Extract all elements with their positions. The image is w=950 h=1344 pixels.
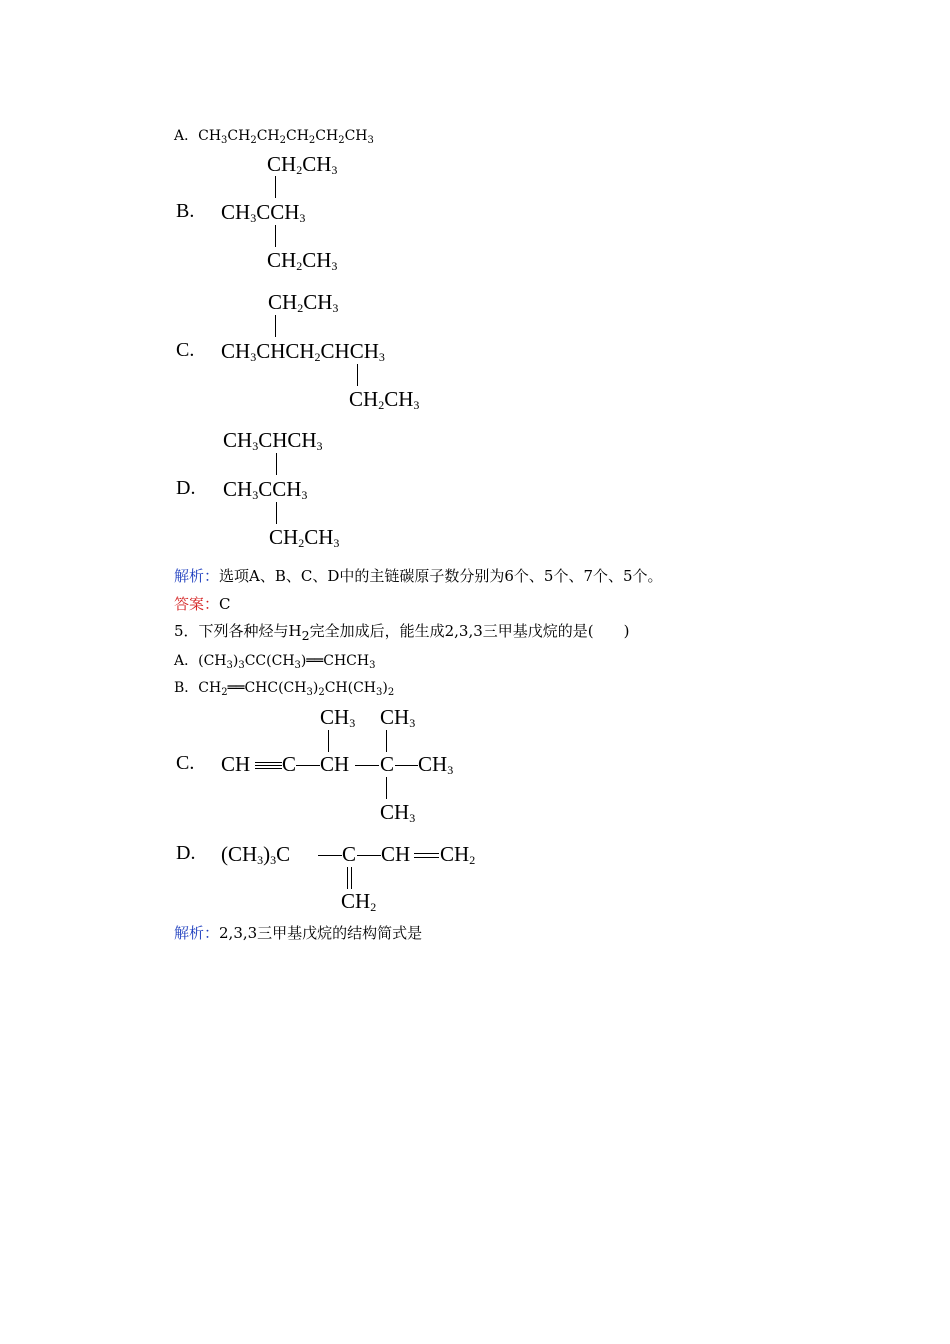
q5-option-c-bond-c [395,765,418,766]
q5-option-c-label: C. [176,752,195,774]
q4-option-a: A．$CH_3CH_2CH_2CH_2CH_2CH_3$ [174,128,374,146]
q5-option-d-double-bond-2 [414,857,439,858]
q5-option-d-vertical-double-bond-1 [347,867,348,889]
q5-option-d-group-1: $(CH_3)_3C$ [221,842,291,867]
q4-option-c-bond-down [357,364,358,386]
q5-option-b: B．$CH_2══CHC(CH_3)_2CH(CH_3)_2$ [174,680,395,698]
q4-option-d-top-group: $CH_3CHCH_3$ [223,428,323,453]
q4-option-c-bond-up [275,315,276,337]
q5-option-c-bond-up-1 [328,730,329,752]
q5-option-d-bond-b [357,855,381,856]
q5-option-c-bond-up-2 [386,730,387,752]
q5-option-a: A．$(CH_3)_3CC(CH_3)══CHCH_3$ [174,653,376,671]
q4-option-b-bond-down [275,225,276,247]
q4-option-d-label: D. [176,477,196,499]
q4-option-c-label: C. [176,339,195,361]
q5-option-d-double-bond-1 [414,853,439,854]
q4-option-b-main-chain: $CH_3CCH_3$ [221,200,306,225]
q5-option-d-bottom-group: $CH_2$ [341,889,377,914]
q5-option-d-atom-2: C [342,842,357,866]
q5-question: 5．下列各种烃与$H_2$完全加成后，能生成2,3,3三甲基戊烷的是( ) [174,622,630,643]
q5-option-c-atom-2: C [282,752,297,776]
q4-option-b-bond-up [275,176,276,198]
q4-option-d-main-chain: $CH_3CCH_3$ [223,477,308,502]
q5-option-d-label: D. [176,842,196,864]
q4-answer-text: C [219,595,231,613]
q5-option-d-atom-3: CH [381,842,411,866]
q5-option-c-bottom-group: $CH_3$ [380,800,416,825]
q5-option-c-triple-bond-1 [255,762,282,763]
q4-option-d-bond-up [276,453,277,475]
q4-option-d-bottom-group: $CH_2CH_3$ [269,525,340,550]
q5-option-d-vertical-double-bond-2 [351,867,352,889]
q5-option-c-atom-1: CH [221,752,251,776]
q4-option-b-bottom-group: $CH_2CH_3$ [267,248,338,273]
q4-option-d-bond-down [276,502,277,524]
q5-option-c-atom-4: C [380,752,395,776]
q5-option-c-triple-bond-3 [255,768,282,769]
q5-analysis-text: 2,3,3三甲基戊烷的结构简式是 [219,924,423,942]
q4-option-c-main-chain: $CH_3CHCH_2CHCH_3$ [221,339,385,364]
q5-option-c-bond-down [386,777,387,799]
q5-analysis [174,922,422,943]
q5-option-c-top-group-1: $CH_3$ [320,705,356,730]
q4-option-c-top-group: $CH_2CH_3$ [268,290,339,315]
q5-option-d-atom-4: $CH_2$ [440,842,476,867]
q5-option-c-bond-a [296,765,320,766]
q5-option-c-triple-bond-2 [255,765,282,766]
q4-option-c-bottom-group: $CH_2CH_3$ [349,387,420,412]
q4-answer-label: 答案： [174,595,220,613]
q4-analysis [174,565,663,586]
q5-option-d-bond-a [318,855,342,856]
q5-option-c-atom-3: CH [320,752,350,776]
q4-option-b-top-group: $CH_2CH_3$ [267,152,338,177]
q4-answer [174,593,231,614]
q4-analysis-label: 解析： [174,567,220,585]
q4-option-b-label: B. [176,200,195,222]
q5-option-c-bond-b [355,765,379,766]
q5-analysis-label: 解析： [174,924,220,942]
q5-option-c-top-group-2: $CH_3$ [380,705,416,730]
q5-option-c-atom-5: $CH_3$ [418,752,454,777]
q4-analysis-text: 选项A、B、C、D中的主链碳原子数分别为6个、5个、7个、5个。 [219,567,663,585]
